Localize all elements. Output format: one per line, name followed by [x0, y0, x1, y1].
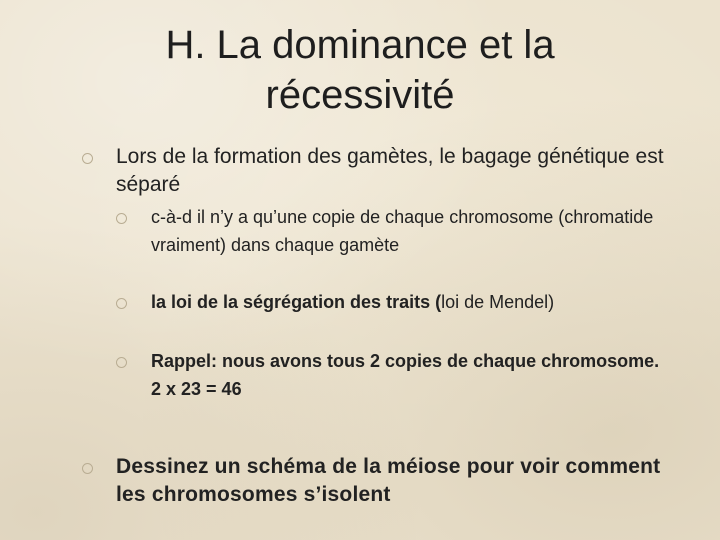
bullet-text: Lors de la formation des gamètes, le bagage génétique est séparé	[116, 145, 664, 196]
bullet-text: Dessinez un schéma de la méiose pour voir comment les chromosomes s’isolent	[116, 455, 661, 506]
sub-bullet-icon	[116, 213, 127, 224]
sub-bullet-text: Rappel: nous avons tous 2 copies de chaque chromosome. 2 x 23 = 46	[151, 351, 660, 399]
slide-title: H. La dominance et la récessivité	[165, 23, 555, 117]
sub-bullet-bold-text: la loi de la ségrégation des traits (	[151, 292, 442, 312]
sub-bullet-text: c-à-d il n’y a qu’une copie de chaque chromosome (chromatide vraiment) dans chaque gamète	[151, 207, 654, 255]
sub-bullet-normal-text: loi de Mendel)	[441, 292, 555, 312]
sub-bullet-icon	[116, 357, 127, 368]
sub-bullet-icon	[116, 298, 127, 309]
bullet-icon	[82, 463, 93, 474]
bullet-icon	[82, 153, 93, 164]
sub-bullet-text	[151, 288, 671, 316]
